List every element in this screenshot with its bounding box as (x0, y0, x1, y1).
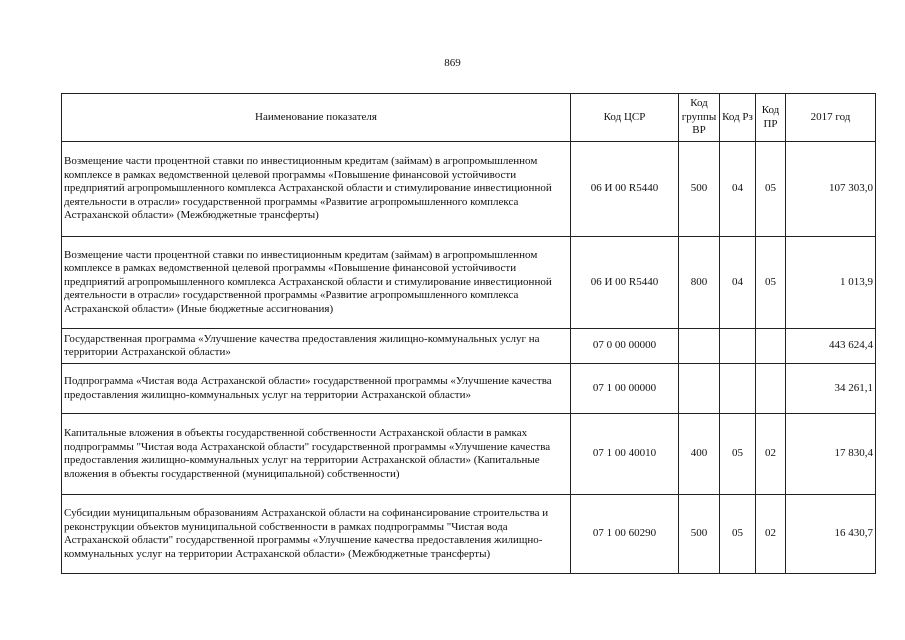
header-csr: Код ЦСР (571, 94, 679, 142)
row-rz: 05 (720, 414, 756, 495)
row-amount: 17 830,4 (786, 414, 876, 495)
page-number: 869 (444, 57, 461, 69)
row-name: Субсидии муниципальным образованиям Астраханской области на софинансирование строительства и реконструкции объектов муниципальной собственности в рамках подпрограммы "Чистая вода Астраханской области" государственной программы «Улучшение качества предоставления жилищно-коммунальных услуг на территории Астраханской области» (Межбюджетные трансферты) (62, 495, 571, 574)
row-rz: 04 (720, 237, 756, 329)
row-pr (756, 329, 786, 364)
row-amount: 443 624,4 (786, 329, 876, 364)
row-amount: 16 430,7 (786, 495, 876, 574)
row-vr (679, 329, 720, 364)
row-name: Государственная программа «Улучшение качества предоставления жилищно-коммунальных услуг на территории Астраханской области» (62, 329, 571, 364)
row-csr: 07 1 00 00000 (571, 364, 679, 414)
row-vr: 800 (679, 237, 720, 329)
row-vr: 500 (679, 142, 720, 237)
row-rz: 04 (720, 142, 756, 237)
row-name: Возмещение части процентной ставки по инвестиционным кредитам (займам) в агропромышленном комплексе в рамках ведомственной целевой программы «Повышение финансовой устойчивости предприятий агропромышленного комплекса Астраханской области и стимулирование инвестиционной деятельности в отрасли» государственной программы «Развитие агропромышленного комплекса Астраханской области» (Межбюджетные трансферты) (62, 142, 571, 237)
header-vr: Код группы ВР (679, 94, 720, 142)
header-rz: Код Рз (720, 94, 756, 142)
row-amount: 107 303,0 (786, 142, 876, 237)
table-row (62, 414, 876, 495)
row-rz: 05 (720, 495, 756, 574)
row-pr: 02 (756, 414, 786, 495)
row-vr: 500 (679, 495, 720, 574)
table-row (62, 237, 876, 329)
table-header-row (62, 94, 876, 142)
row-csr: 06 И 00 R5440 (571, 237, 679, 329)
header-year: 2017 год (786, 94, 876, 142)
table-row (62, 142, 876, 237)
table-row (62, 364, 876, 414)
row-amount: 34 261,1 (786, 364, 876, 414)
row-pr: 05 (756, 142, 786, 237)
row-rz (720, 329, 756, 364)
row-name: Подпрограмма «Чистая вода Астраханской области» государственной программы «Улучшение качества предоставления жилищно-коммунальных услуг на территории Астраханской области» (62, 364, 571, 414)
row-vr: 400 (679, 414, 720, 495)
row-rz (720, 364, 756, 414)
row-amount: 1 013,9 (786, 237, 876, 329)
row-csr: 07 1 00 40010 (571, 414, 679, 495)
row-vr (679, 364, 720, 414)
budget-table (61, 93, 876, 574)
row-pr (756, 364, 786, 414)
row-name: Возмещение части процентной ставки по инвестиционным кредитам (займам) в агропромышленном комплексе в рамках ведомственной целевой программы «Повышение финансовой устойчивости предприятий агропромышленного комплекса Астраханской области и стимулирование инвестиционной деятельности в отрасли» государственной программы «Развитие агропромышленного комплекса Астраханской области» (Иные бюджетные ассигнования) (62, 237, 571, 329)
row-pr: 05 (756, 237, 786, 329)
row-name: Капитальные вложения в объекты государственной собственности Астраханской области в рамках подпрограммы "Чистая вода Астраханской области" государственной программы «Улучшение качества предоставления жилищно-коммунальных услуг на территории Астраханской области» (Капитальные вложения в объекты государственной (муниципальной) собственности) (62, 414, 571, 495)
table-row (62, 495, 876, 574)
row-csr: 06 И 00 R5440 (571, 142, 679, 237)
row-csr: 07 0 00 00000 (571, 329, 679, 364)
row-csr: 07 1 00 60290 (571, 495, 679, 574)
header-pr: Код ПР (756, 94, 786, 142)
row-pr: 02 (756, 495, 786, 574)
header-name: Наименование показателя (62, 94, 571, 142)
table-row (62, 329, 876, 364)
